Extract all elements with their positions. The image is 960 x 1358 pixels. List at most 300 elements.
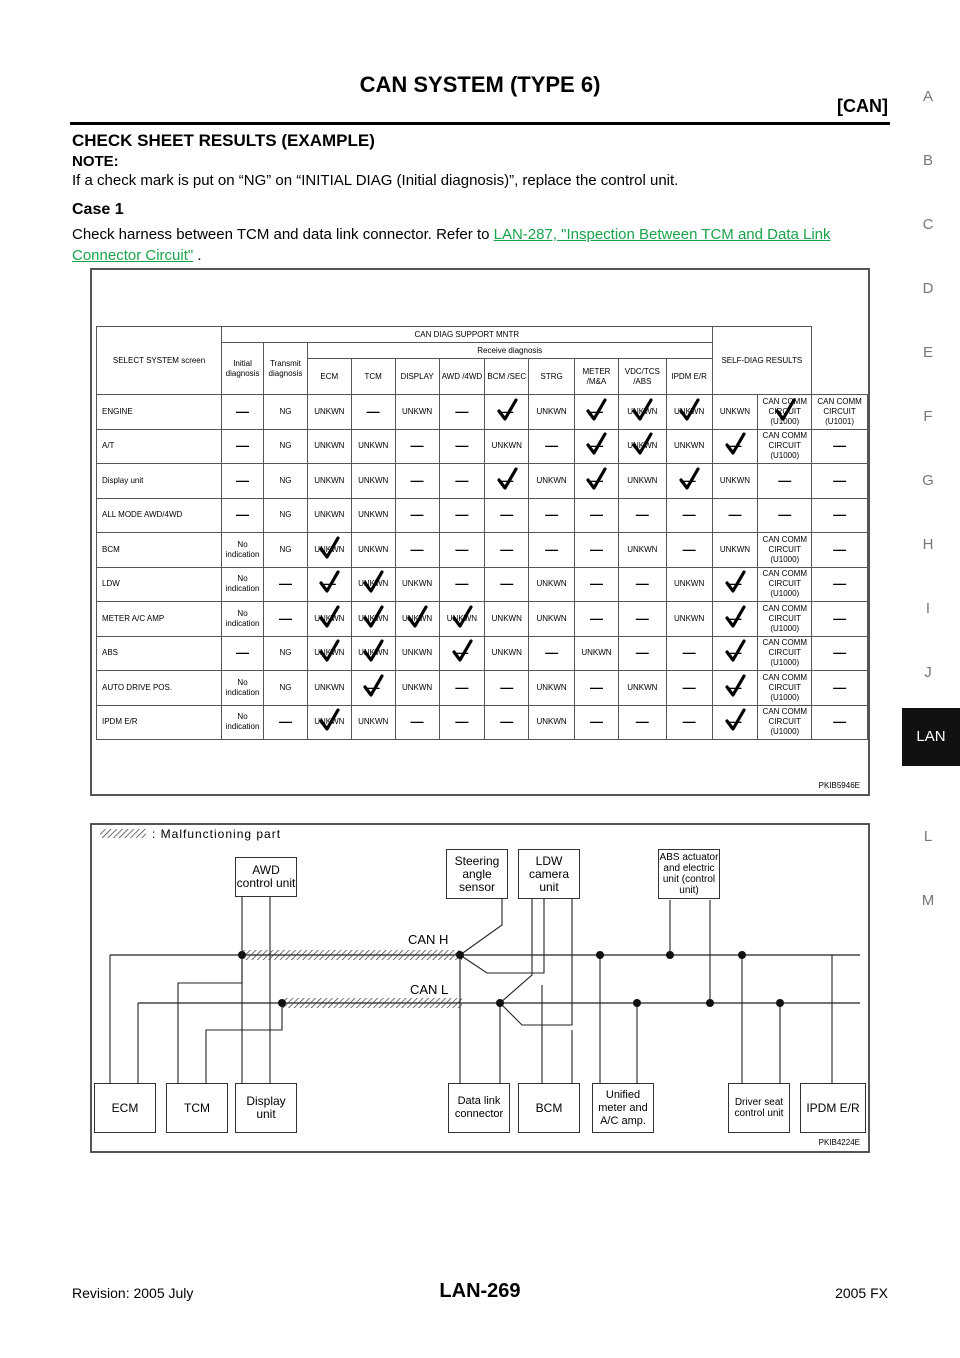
case-text-before: Check harness between TCM and data link connector. Refer to	[72, 226, 494, 243]
table-cell	[222, 602, 264, 637]
table-cell	[712, 567, 758, 602]
cell-value: —	[455, 403, 469, 419]
header-select-system: SELECT SYSTEM screen	[97, 327, 222, 395]
cell-value: NG	[279, 475, 292, 485]
table-row	[97, 636, 868, 671]
table-cell	[307, 464, 351, 499]
cell-value: NG	[279, 682, 292, 692]
table-cell	[666, 429, 712, 464]
note-text: If a check mark is put on “NG” on “INITIAL DIAG (Initial diagnosis)”, replace the control unit.	[72, 172, 679, 189]
cell-value: —	[455, 679, 469, 695]
cell-value: —	[589, 714, 603, 730]
table-cell	[618, 705, 666, 740]
table-cell	[529, 395, 575, 430]
side-tab-g[interactable]: G	[922, 472, 934, 489]
cell-value: UNKWN	[719, 406, 751, 416]
table-cell	[222, 636, 264, 671]
cell-value: UNKWN	[358, 717, 389, 727]
header-receive-col: DISPLAY	[395, 359, 439, 395]
table-cell	[812, 671, 868, 706]
cell-value: NG	[279, 406, 292, 416]
table-cell	[618, 671, 666, 706]
check-mark-icon	[362, 639, 384, 663]
cell-value: UNKWN	[401, 648, 433, 658]
table-cell	[395, 464, 439, 499]
table-cell	[618, 567, 666, 602]
table-cell	[812, 498, 868, 533]
ecm-unit: ECM	[94, 1083, 156, 1133]
table-cell	[529, 636, 575, 671]
ipdm-er-unit: IPDM E/R	[800, 1083, 866, 1133]
cell-value: —	[728, 610, 742, 626]
cell-value: —	[682, 507, 696, 523]
cell-value: —	[682, 541, 696, 557]
table-cell	[351, 567, 395, 602]
page-number: LAN-269	[439, 1280, 521, 1302]
cell-value: —	[500, 472, 514, 488]
check-mark-icon	[724, 605, 746, 629]
row-system-name: Display unit	[97, 464, 222, 499]
table-cell	[712, 395, 758, 430]
table-cell	[485, 395, 529, 430]
side-tab-lan[interactable]: LAN	[902, 708, 960, 766]
table-cell	[812, 533, 868, 568]
table-cell	[485, 671, 529, 706]
table-cell	[351, 395, 395, 430]
cell-value: UNKWN	[358, 648, 389, 658]
check-mark-icon	[724, 708, 746, 732]
check-mark-icon	[585, 398, 607, 422]
splice-dot	[776, 999, 784, 1007]
row-system-name: ALL MODE AWD/4WD	[97, 498, 222, 533]
table-cell	[351, 429, 395, 464]
cell-value: —	[833, 438, 847, 454]
cell-value: UNKWN	[674, 579, 705, 589]
table-cell	[812, 429, 868, 464]
table-cell	[222, 429, 264, 464]
table-cell	[666, 671, 712, 706]
cell-value: —	[366, 403, 380, 419]
check-mark-icon	[585, 467, 607, 491]
table-cell	[395, 429, 439, 464]
cell-value: UNKWN	[314, 441, 345, 451]
cell-value: UNKWN	[358, 510, 389, 520]
header-receive-col: STRG	[529, 359, 575, 395]
side-tab-c[interactable]: C	[922, 216, 934, 233]
table-row	[97, 464, 868, 499]
table-cell	[222, 464, 264, 499]
table-cell	[439, 395, 485, 430]
table-cell	[395, 602, 439, 637]
cell-value: —	[500, 679, 514, 695]
cell-value: UNKWN	[314, 717, 345, 727]
cell-value: UNKWN	[401, 613, 433, 623]
side-tab-b[interactable]: B	[922, 152, 933, 169]
table-cell	[712, 533, 758, 568]
cell-value: —	[455, 438, 469, 454]
cell-value: UNKWN	[314, 406, 345, 416]
cell-value: CAN COMM CIRCUIT (U1000)	[762, 603, 807, 633]
cell-value: —	[682, 472, 696, 488]
table-cell	[485, 705, 529, 740]
table-cell	[758, 429, 812, 464]
side-tab-f[interactable]: F	[923, 408, 933, 425]
side-tab-m[interactable]: M	[921, 892, 935, 909]
cell-value: —	[278, 610, 292, 626]
cell-value: UNKWN	[491, 441, 522, 451]
side-tab-h[interactable]: H	[922, 536, 934, 553]
side-tab-d[interactable]: D	[922, 280, 934, 297]
cell-value: UNKWN	[627, 544, 658, 554]
cell-value: —	[366, 679, 380, 695]
check-mark-icon	[362, 570, 384, 594]
table-cell	[666, 464, 712, 499]
table-cell	[395, 567, 439, 602]
table-cell	[666, 602, 712, 637]
splice-dot	[596, 951, 604, 959]
header-receive-col: ECM	[307, 359, 351, 395]
cell-value: —	[682, 714, 696, 730]
cell-value: No indication	[225, 712, 260, 732]
cell-value: —	[410, 541, 424, 557]
cell-value: —	[455, 576, 469, 592]
check-mark-icon	[318, 605, 340, 629]
table-cell	[529, 671, 575, 706]
header-receive: Receive diagnosis	[307, 343, 712, 359]
table-cell	[812, 636, 868, 671]
cell-value: No indication	[225, 608, 260, 628]
table-cell	[264, 671, 308, 706]
table-cell	[529, 464, 575, 499]
cell-value: —	[589, 610, 603, 626]
splice-dot	[633, 999, 641, 1007]
table-cell	[758, 464, 812, 499]
table-cell	[529, 533, 575, 568]
table-cell	[758, 498, 812, 533]
cell-value: UNKWN	[314, 682, 345, 692]
bus-wiring	[110, 875, 832, 1083]
side-tab-i[interactable]: I	[925, 600, 931, 617]
table-cell	[812, 395, 868, 430]
table-header-row	[97, 327, 868, 343]
table-cell	[712, 464, 758, 499]
table-cell	[712, 602, 758, 637]
table-cell	[758, 671, 812, 706]
cell-value: —	[635, 645, 649, 661]
table-cell	[439, 671, 485, 706]
table-cell	[666, 533, 712, 568]
cell-value: UNKWN	[536, 717, 567, 727]
cell-value: —	[833, 541, 847, 557]
splice-dot	[278, 999, 286, 1007]
table-row	[97, 498, 868, 533]
cell-value: UNKWN	[627, 475, 658, 485]
table-cell	[575, 395, 619, 430]
cell-value: —	[589, 541, 603, 557]
cell-value: —	[236, 438, 250, 454]
check-sheet-table	[96, 326, 868, 740]
cell-value: —	[589, 472, 603, 488]
figure-code: PKIB5946E	[818, 781, 860, 790]
table-cell	[618, 464, 666, 499]
table-cell	[395, 636, 439, 671]
cell-value: —	[682, 645, 696, 661]
cell-value: CAN COMM CIRCUIT (U1000)	[762, 431, 807, 461]
table-cell	[264, 705, 308, 740]
cell-value: UNKWN	[581, 648, 612, 658]
can-diagram-figure	[90, 823, 870, 1153]
cell-value: —	[410, 472, 424, 488]
cell-value: UNKWN	[627, 406, 658, 416]
table-cell	[575, 464, 619, 499]
check-mark-icon	[496, 467, 518, 491]
cell-value: UNKWN	[401, 579, 433, 589]
cell-value: CAN COMM CIRCUIT (U1001)	[817, 396, 862, 426]
table-cell	[812, 567, 868, 602]
table-row	[97, 533, 868, 568]
table-cell	[485, 567, 529, 602]
table-cell	[395, 498, 439, 533]
cell-value: —	[833, 472, 847, 488]
data-link-connector: Data link connector	[448, 1083, 510, 1133]
check-mark-icon	[318, 536, 340, 560]
reference-link[interactable]: LAN-287, "Inspection Between TCM and Data Link Connector Circuit"	[72, 226, 831, 264]
cell-value: UNKWN	[401, 406, 433, 416]
cell-value: —	[589, 679, 603, 695]
table-cell	[307, 636, 351, 671]
table-cell	[712, 498, 758, 533]
row-system-name: METER A/C AMP	[97, 602, 222, 637]
table-cell	[307, 533, 351, 568]
cell-value: UNKWN	[627, 682, 658, 692]
side-tab-j[interactable]: J	[924, 664, 932, 681]
header-rule	[70, 122, 890, 125]
side-tab-e[interactable]: E	[922, 344, 933, 361]
splice-dot	[238, 951, 246, 959]
cell-value: —	[500, 541, 514, 557]
table-cell	[222, 533, 264, 568]
table-cell	[529, 705, 575, 740]
cell-value: —	[545, 507, 559, 523]
cell-value: —	[236, 645, 250, 661]
check-mark-icon	[724, 674, 746, 698]
row-system-name: ABS	[97, 636, 222, 671]
cell-value: UNKWN	[314, 648, 345, 658]
check-mark-icon	[496, 398, 518, 422]
cell-value: NG	[279, 648, 292, 658]
cell-value: —	[236, 403, 250, 419]
cell-value: UNKWN	[446, 613, 478, 623]
table-cell	[618, 498, 666, 533]
cell-value: NG	[279, 544, 292, 554]
cell-value: UNKWN	[536, 579, 567, 589]
check-mark-icon	[678, 398, 700, 422]
check-mark-icon	[362, 605, 384, 629]
check-mark-icon	[724, 432, 746, 456]
check-mark-icon	[724, 639, 746, 663]
header-receive-col: AWD /4WD	[439, 359, 485, 395]
cell-value: —	[833, 576, 847, 592]
cell-value: UNKWN	[536, 475, 567, 485]
cell-value: —	[778, 472, 792, 488]
splice-dot	[496, 999, 504, 1007]
table-cell	[666, 636, 712, 671]
cell-value: —	[833, 679, 847, 695]
table-cell	[395, 395, 439, 430]
table-cell	[485, 636, 529, 671]
table-cell	[264, 464, 308, 499]
cell-value: —	[589, 403, 603, 419]
cell-value: —	[500, 507, 514, 523]
splice-dot	[666, 951, 674, 959]
header-receive-col: VDC/TCS /ABS	[618, 359, 666, 395]
row-system-name: AUTO DRIVE POS.	[97, 671, 222, 706]
table-row	[97, 602, 868, 637]
cell-value: CAN COMM CIRCUIT (U1000)	[762, 672, 807, 702]
case-title: Case 1	[72, 201, 124, 218]
cell-value: UNKWN	[674, 613, 705, 623]
table-cell	[439, 429, 485, 464]
legend-hatch-swatch	[100, 829, 146, 838]
cell-value: —	[278, 714, 292, 730]
table-cell	[758, 567, 812, 602]
bcm-unit: BCM	[518, 1083, 580, 1133]
table-cell	[439, 567, 485, 602]
cell-value: UNKWN	[314, 544, 345, 554]
abs-actuator-unit: ABS actuator and electric unit (control unit)	[658, 849, 720, 899]
check-mark-icon	[774, 398, 796, 422]
check-mark-icon	[318, 570, 340, 594]
cell-value: UNKWN	[314, 510, 345, 520]
can-h-malfunction-hatch	[242, 950, 462, 960]
table-cell	[618, 395, 666, 430]
cell-value: NG	[279, 510, 292, 520]
cell-value: —	[728, 645, 742, 661]
cell-value: —	[545, 438, 559, 454]
table-cell	[351, 464, 395, 499]
table-cell	[758, 636, 812, 671]
table-cell	[812, 464, 868, 499]
table-cell	[264, 636, 308, 671]
side-tab-l[interactable]: L	[923, 828, 933, 845]
strg-can-l-wire	[500, 887, 532, 1003]
cell-value: —	[635, 507, 649, 523]
can-l-malfunction-hatch	[282, 998, 462, 1008]
tcm-can-l-wire	[206, 1003, 282, 1083]
table-cell	[666, 567, 712, 602]
check-mark-icon	[318, 639, 340, 663]
tcm-unit: TCM	[166, 1083, 228, 1133]
cell-value: —	[500, 403, 514, 419]
cell-value: —	[545, 645, 559, 661]
cell-value: UNKWN	[536, 682, 567, 692]
table-cell	[307, 395, 351, 430]
row-system-name: A/T	[97, 429, 222, 464]
splice-dot	[456, 951, 464, 959]
cell-value: UNKWN	[314, 613, 345, 623]
page-title: CAN SYSTEM (TYPE 6)	[359, 72, 601, 97]
check-mark-icon	[724, 570, 746, 594]
cell-value: —	[728, 714, 742, 730]
table-cell	[307, 498, 351, 533]
table-cell	[439, 602, 485, 637]
table-cell	[666, 395, 712, 430]
cell-value: UNKWN	[314, 475, 345, 485]
table-cell	[395, 705, 439, 740]
table-cell	[758, 395, 812, 430]
table-cell	[439, 636, 485, 671]
cell-value: —	[500, 576, 514, 592]
cell-value: —	[455, 472, 469, 488]
table-cell	[395, 533, 439, 568]
table-cell	[307, 429, 351, 464]
table-cell	[575, 705, 619, 740]
table-cell	[351, 636, 395, 671]
unified-meter-ac-amp: Unified meter and A/C amp.	[592, 1083, 654, 1133]
table-cell	[666, 498, 712, 533]
cell-value: CAN COMM CIRCUIT (U1000)	[762, 707, 807, 737]
header-transmit: Transmit diagnosis	[264, 343, 308, 395]
case-text	[72, 224, 892, 266]
cell-value: —	[410, 714, 424, 730]
cell-value: UNKWN	[627, 441, 658, 451]
cell-value: —	[635, 610, 649, 626]
cell-value: No indication	[225, 574, 260, 594]
cell-value: No indication	[225, 539, 260, 559]
table-cell	[307, 567, 351, 602]
table-cell	[618, 602, 666, 637]
revision-text: Revision: 2005 July	[72, 1285, 194, 1301]
table-cell	[264, 602, 308, 637]
cell-value: —	[455, 541, 469, 557]
cell-value: CAN COMM CIRCUIT (U1000)	[762, 534, 807, 564]
table-row	[97, 395, 868, 430]
table-cell	[351, 671, 395, 706]
table-cell	[529, 567, 575, 602]
legend-text: : Malfunctioning part	[152, 827, 282, 841]
cell-value: UNKWN	[536, 406, 567, 416]
table-cell	[575, 533, 619, 568]
case-text-after: .	[193, 247, 202, 264]
cell-value: —	[833, 610, 847, 626]
table-cell	[307, 671, 351, 706]
cell-value: CAN COMM CIRCUIT (U1000)	[762, 638, 807, 668]
splice-dot	[706, 999, 714, 1007]
side-tab-a[interactable]: A	[922, 88, 933, 105]
check-mark-icon	[451, 605, 473, 629]
table-cell	[666, 705, 712, 740]
table-cell	[575, 636, 619, 671]
cell-value: UNKWN	[491, 613, 522, 623]
table-row	[97, 705, 868, 740]
cell-value: —	[833, 645, 847, 661]
table-cell	[264, 429, 308, 464]
table-cell	[351, 602, 395, 637]
header-receive-col: BCM /SEC	[485, 359, 529, 395]
cell-value: CAN COMM CIRCUIT (U1000)	[762, 396, 807, 426]
header-receive-col: TCM	[351, 359, 395, 395]
ldw-camera-unit: LDW camera unit	[518, 849, 580, 899]
cell-value: UNKWN	[358, 475, 389, 485]
table-cell	[439, 705, 485, 740]
table-cell	[439, 498, 485, 533]
cell-value: UNKWN	[491, 648, 522, 658]
table-cell	[712, 636, 758, 671]
row-system-name: IPDM E/R	[97, 705, 222, 740]
table-cell	[264, 498, 308, 533]
section-tag: [CAN]	[837, 96, 888, 116]
model-text: 2005 FX	[835, 1285, 888, 1301]
